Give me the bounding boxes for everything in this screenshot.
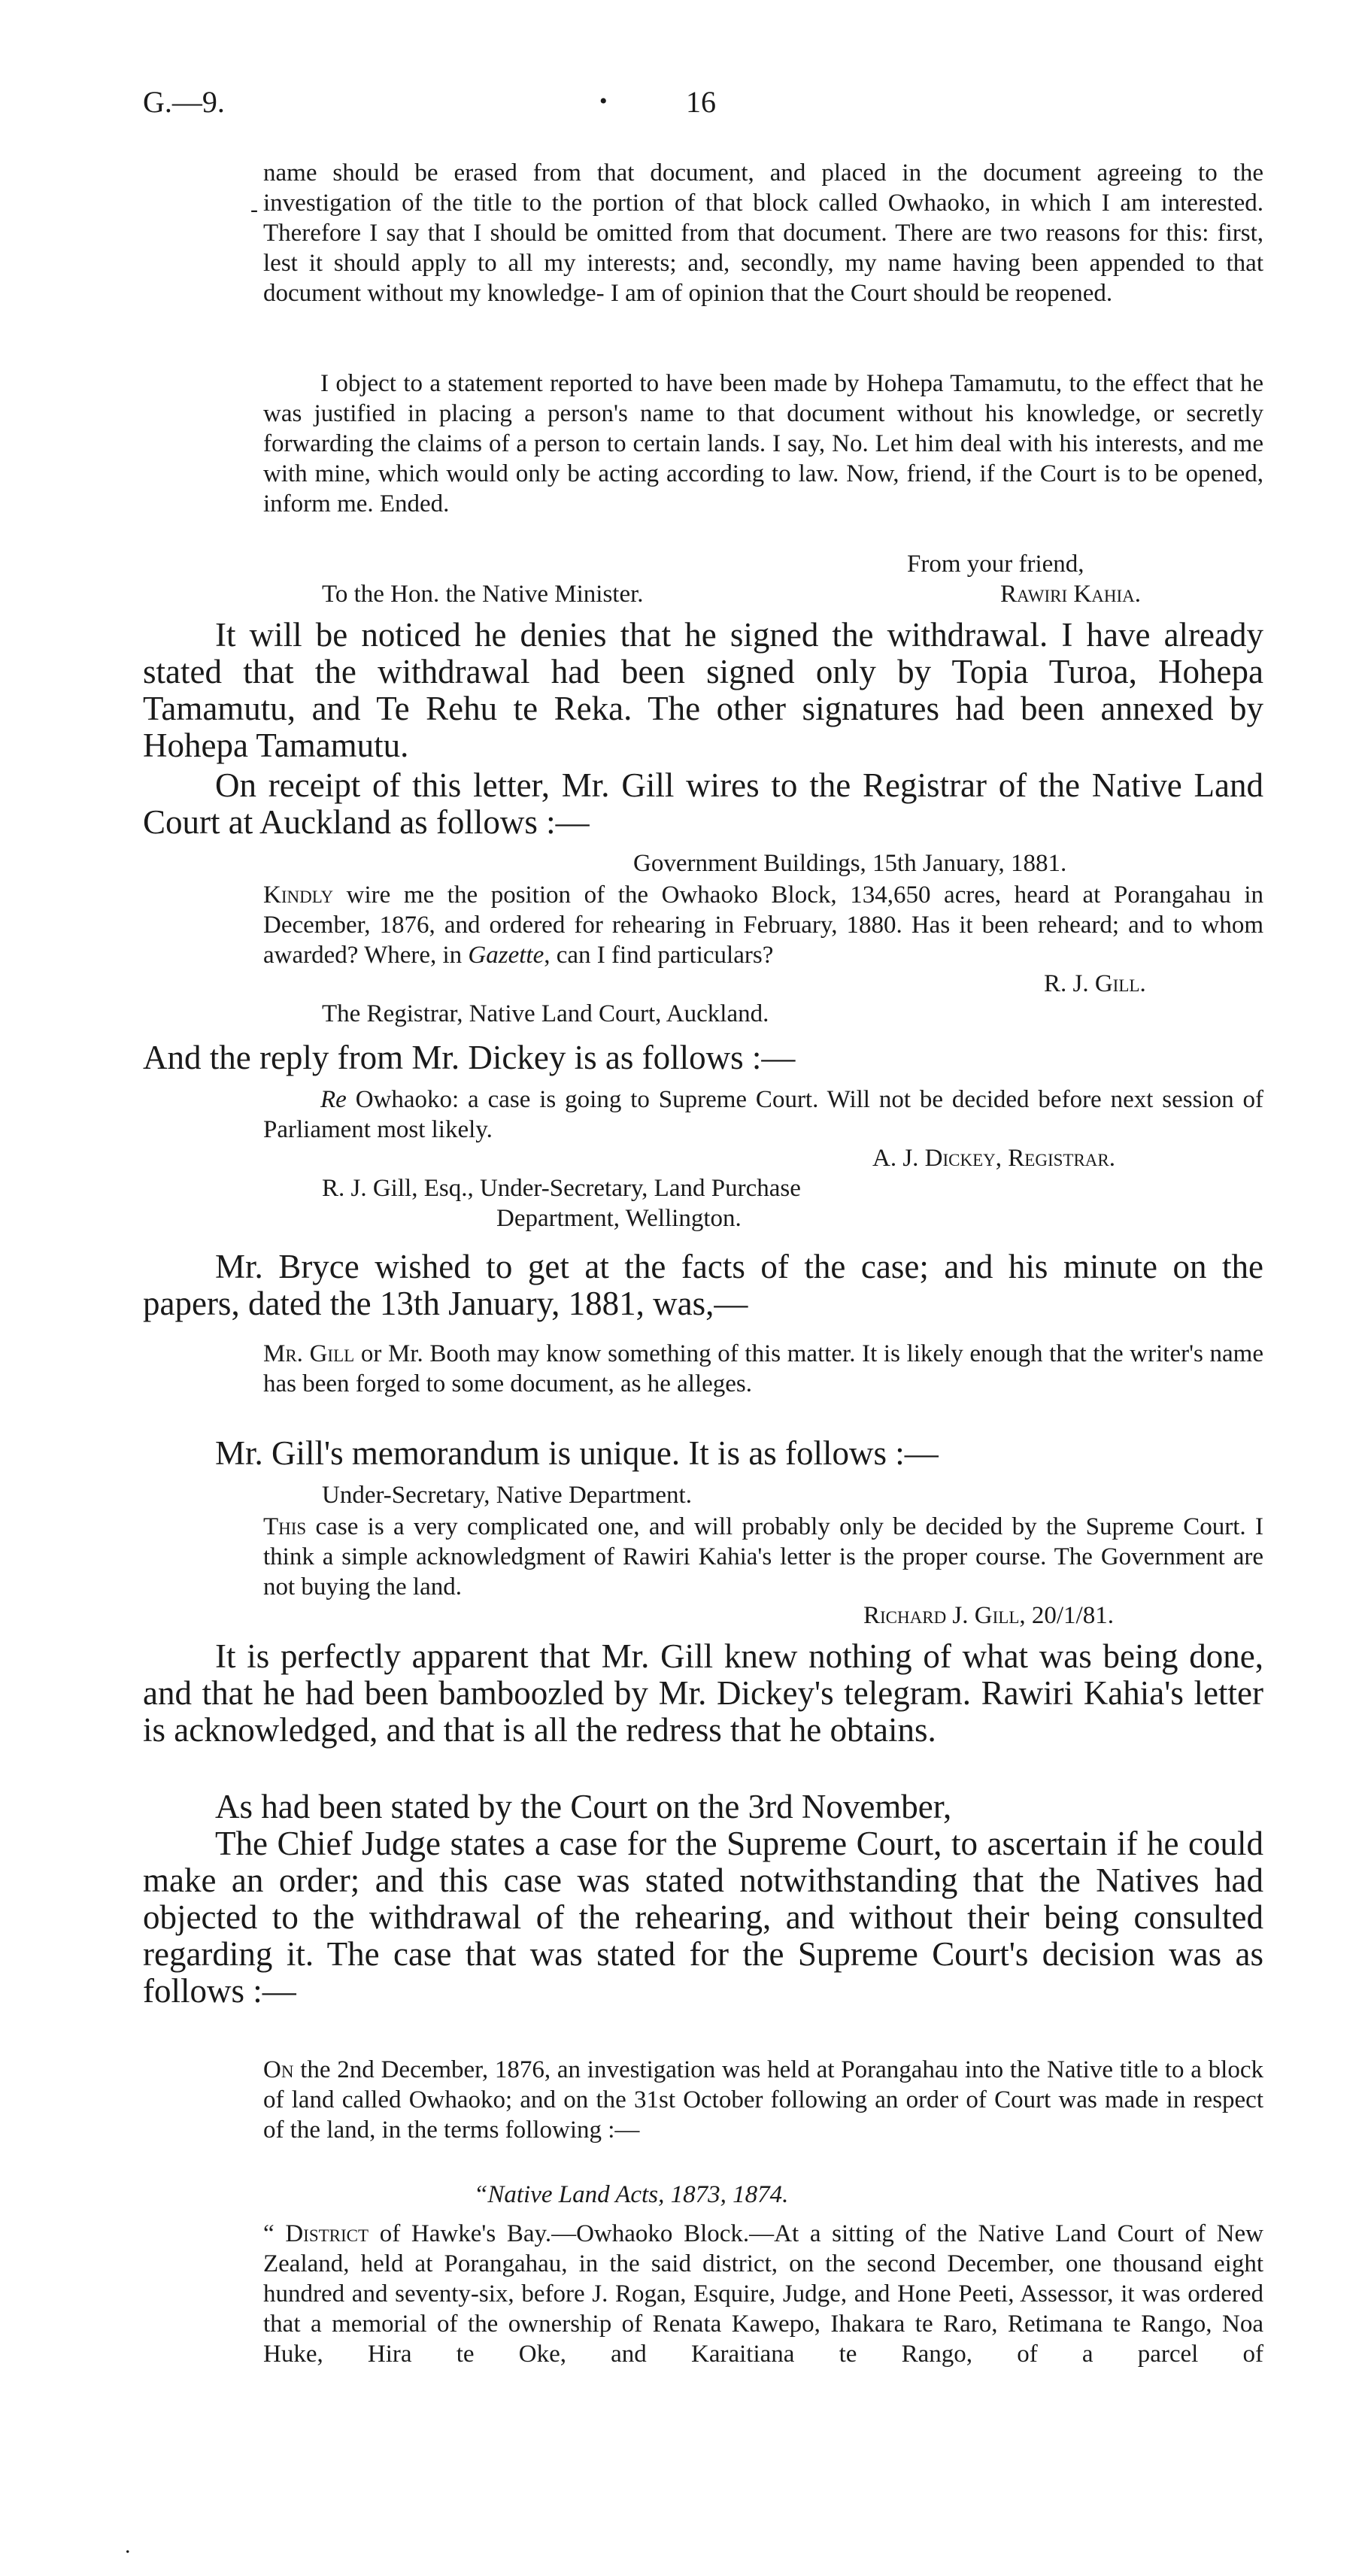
reply-re: Re [320,1086,347,1113]
case-text [263,2055,1263,2145]
body-paragraph-2: On receipt of this letter, Mr. Gill wires to the Registrar of the Native Land Court at Auckland as follows :— [143,766,1263,841]
body-paragraph-6: It is perfectly apparent that Mr. Gill knew nothing of what was being done, and that he had been bamboozled by Mr. Dickey's telegram. Rawiri Kahia's letter is acknowledged, and that is all the redress that he obtains. [143,1637,1263,1749]
case-lead: On [263,2056,294,2083]
body-paragraph-7: As had been stated by the Court on the 3rd November, [215,1788,952,1825]
telegram-dateline: Government Buildings, 15th January, 1881. [633,850,1067,877]
memo-addressee: Under-Secretary, Native Department. [322,1482,692,1509]
reply-addressee-2: Department, Wellington. [496,1205,742,1232]
minute-text [263,1339,1263,1399]
telegram-body-b: , can I find particulars? [544,942,774,969]
body-paragraph-4: Mr. Bryce wished to get at the facts of the case; and his minute on the papers, dated the 13th January, 1881, was,— [143,1248,1263,1322]
telegram-addressee: The Registrar, Native Land Court, Auckland. [322,1000,769,1027]
body-paragraph-1: It will be noticed he denies that he signed the withdrawal. I have already stated that the withdrawal had been signed only by Topia Turoa, Hohepa Tamamutu, and Te Rehu te Reka. The other signatures had been annexed by Hohepa Tamamutu. [143,616,1263,764]
gazette-word: Gazette [468,942,544,969]
minute-body: or Mr. Booth may know something of this matter. It is likely enough that the writer's name has been forged to some document, as he alleges. [263,1340,1263,1397]
page-number: 16 [686,85,716,119]
telegram-signature: R. J. Gill. [1044,970,1146,997]
header-mark: • [599,89,608,114]
reply-addressee-1: R. J. Gill, Esq., Under-Secretary, Land Purchase [322,1175,801,1202]
memo-lead: This [263,1513,307,1540]
body-paragraph-8: The Chief Judge states a case for the Supreme Court, to ascertain if he could make an order; and this case was stated notwithstanding that the Natives had objected to the withdrawal of the rehearing, and without their being consulted regarding it. The case that was stated for the Supreme Court's decision was as follows :— [143,1825,1263,2010]
memo-body: case is a very complicated one, and will probably only be decided by the Supreme Court. I think a simple acknowledgment of Rawiri Kahia's letter is the proper course. The Government are not buying the land. [263,1513,1263,1601]
letter-addressee: To the Hon. the Native Minister. [322,581,644,608]
act-title: “Native Land Acts, 1873, 1874. [474,2181,789,2208]
order-text [263,2219,1263,2369]
order-open-quote: “ [263,2220,286,2247]
reply-signature: A. J. Dickey, Registrar. [872,1145,1115,1172]
memo-signature: Richard J. Gill, 20/1/81. [863,1602,1114,1629]
letter-paragraph-1: name should be erased from that document, and placed in the document agreeing to the investigation of the title to the portion of that block called Owhaoko, in which I am interested. Therefore I say that I should be omitted from that document. There are two reasons for this: first, lest it should apply to all my interests; and, secondly, my name having been appended to that document without my knowledge- I am of opinion that the Court should be reopened. [263,159,1263,307]
memo-text [263,1512,1263,1602]
telegram-body-a: wire me the position of the Owhaoko Block, 134,650 acres, heard at Porangahau in December, 1876, and ordered for rehearing in February, 1880. Has it been reheard; and to whom awarded? Where, in [263,881,1263,969]
letter-paragraph-2: I object to a statement reported to have been made by Hohepa Tamamutu, to the effect that he was justified in placing a person's name to that document without his knowledge, or secretly forwarding the claims of a person to certain lands. I say, No. Let him deal with his interests, and me with mine, which would only be acting according to law. Now, friend, if the Court is to be opened, inform me. Ended. [263,370,1263,517]
minute-lead: Mr. Gill [263,1340,355,1367]
order-body: of Hawke's Bay.—Owhaoko Block.—At a sitting of the Native Land Court of New Zealand, held at Porangahau, in the said district, on the second December, one thousand eight hundred and seventy-six, before J. Rogan, Esquire, Judge, and Hone Peeti, Assessor, it was ordered that a memorial of the ownership of Renata Kawepo, Ihakara te Raro, Retimana te Rango, Noa Huke, Hira te Oke, and Karaitiana te Rango, of a parcel of [263,2220,1263,2368]
telegram-text [263,880,1263,970]
margin-dot: . [125,2533,131,2558]
letter-closing: From your friend, [907,551,1084,578]
body-paragraph-3: And the reply from Mr. Dickey is as follows :— [143,1039,796,1076]
reply-body: Owhaoko: a case is going to Supreme Court. Will not be decided before next session of Parliament most likely. [263,1086,1263,1143]
letter-signature: Rawiri Kahia. [1000,581,1141,608]
margin-dash: - [250,197,258,222]
telegram-lead: Kindly [263,881,334,909]
body-paragraph-5: Mr. Gill's memorandum is unique. It is as follows :— [215,1434,939,1472]
order-lead: District [285,2220,369,2247]
case-body: the 2nd December, 1876, an investigation was held at Porangahau into the Native title to a block of land called Owhaoko; and on the 31st October following an order of Court was made in respect of the land, in the terms following :— [263,2056,1263,2144]
series-code: G.—9. [143,85,225,119]
reply-text [263,1085,1263,1145]
